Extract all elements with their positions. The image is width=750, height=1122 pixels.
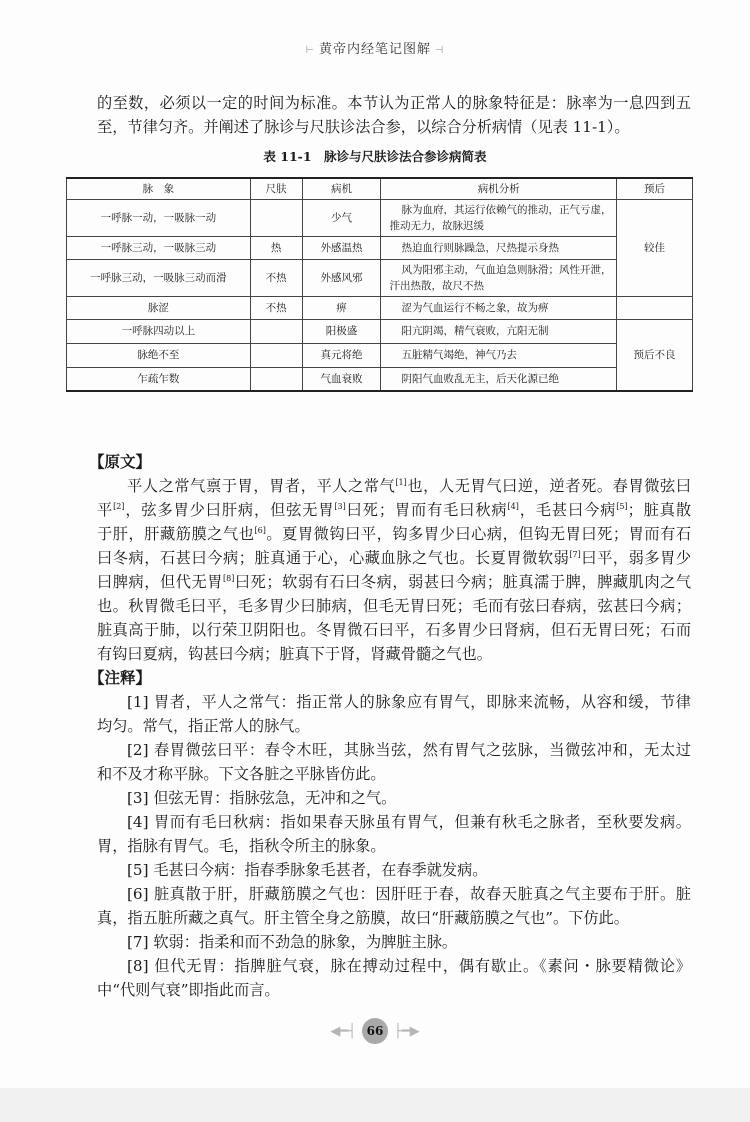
cell-analysis — [381, 259, 617, 296]
cell-skin — [250, 199, 302, 236]
note-line — [97, 834, 691, 858]
note-line — [97, 978, 691, 1002]
text-run: [4] 胃而有毛曰秋病：指如果春天脉虽有胃气，但兼有秋毛之脉者，至秋要发病。 — [127, 813, 691, 831]
text-run: 胃，指脉有胃气。毛，指秋令所主的脉象。 — [97, 837, 386, 855]
analysis-text: 涩为气血运行不畅之象，故为痹 — [401, 301, 549, 314]
notes-heading: 【注释】 — [89, 668, 152, 687]
text-run: 至，节律匀齐。并阐述了脉诊与尺肤诊法合参，以综合分析病情（见表 11-1）。 — [97, 118, 630, 136]
cell-mechanism: 少气 — [302, 199, 381, 236]
text-run: [2] 春胃微弦曰平：春令木旺，其脉当弦，然有胃气之弦脉，当微弦冲和，无太过 — [127, 741, 691, 759]
cell-pulse: 一呼脉一动，一吸脉一动 — [67, 199, 251, 236]
cell-pulse: 一呼脉四动以上 — [67, 319, 251, 343]
cell-mechanism: 外感温热 — [302, 236, 381, 259]
footnote-marker: [3] — [334, 502, 346, 511]
page-bottom-margin — [0, 1088, 750, 1122]
footnote-marker: [6] — [254, 526, 266, 535]
original-line — [97, 498, 691, 522]
footnote-marker: [7] — [569, 550, 581, 559]
analysis-text: 阴阳气血败乱无主，后天化源已绝 — [401, 372, 559, 385]
text-run: 均匀。常气，指正常人的脉气。 — [97, 717, 310, 735]
text-run: [8] 但代无胃：指脾脏气衰，脉在搏动过程中，偶有歇止。《素问・脉要精微论》 — [127, 957, 691, 975]
cell-skin — [250, 343, 302, 367]
original-line — [97, 594, 691, 618]
note-line — [97, 738, 691, 762]
cell-skin: 不热 — [250, 296, 302, 319]
cell-pulse: 一呼脉三动，一吸脉三动而滑 — [67, 259, 251, 296]
cell-prognosis-poor: 预后不良 — [617, 319, 693, 391]
note-line — [97, 714, 691, 738]
original-line — [97, 570, 691, 594]
cell-analysis — [381, 199, 617, 236]
note-line — [97, 762, 691, 786]
header-ornament-right: ⊣ — [435, 45, 445, 56]
cell-skin: 热 — [250, 236, 302, 259]
footnote-marker: [8] — [222, 574, 235, 583]
intro-line — [97, 91, 691, 115]
text-run: [7] 软弱：指柔和而不劲急的脉象，为脾脏主脉。 — [127, 933, 458, 951]
cell-pulse: 脉涩 — [67, 296, 251, 319]
text-run: 和不及才称平脉。下文各脏之平脉皆仿此。 — [97, 765, 386, 783]
cell-mechanism: 阳极盛 — [302, 319, 381, 343]
running-header — [0, 38, 750, 57]
note-line — [97, 690, 691, 714]
header-analysis: 病机分析 — [381, 178, 617, 199]
text-run: 曰死；胃而有毛曰秋病 — [345, 501, 508, 519]
note-line — [97, 810, 691, 834]
analysis-text: 五脏精气竭绝，神气乃去 — [401, 349, 517, 361]
text-run: [5] 毛甚曰今病：指春季脉象毛甚者，在春季就发病。 — [127, 861, 488, 879]
original-line — [97, 474, 691, 498]
original-text-section — [89, 450, 692, 666]
intro-line — [97, 115, 691, 139]
original-text-heading: 【原文】 — [89, 452, 152, 471]
text-run: 也，人无胃气曰逆，逆者死。春胃微弦曰 — [406, 477, 692, 495]
table-header-row — [67, 178, 693, 199]
analysis-text: 热迫血行则脉躁急，尺热提示身热 — [401, 241, 559, 254]
text-run: ，弦多胃少曰肝病，但弦无胃 — [124, 501, 335, 519]
running-title: 黄帝内经笔记图解 — [318, 42, 431, 57]
text-run: 平人之常气禀于胃，胃者，平人之常气 — [127, 477, 396, 495]
text-run: ，毛甚曰今病 — [518, 501, 617, 519]
notes-body — [97, 690, 691, 1002]
table-row — [67, 259, 693, 296]
text-run: 脏真高于肺，以行荣卫阴阳也。冬胃微石曰平，石多胃少曰肾病，但石无胃曰死；石而 — [97, 621, 691, 639]
cell-mechanism: 真元将绝 — [302, 343, 381, 367]
cell-mechanism: 痹 — [302, 296, 381, 319]
analysis-text: 风为阳邪主动，气血迫急则脉滑；风性开泄，汗出热散，故尺不热 — [389, 263, 612, 292]
cell-analysis — [381, 296, 617, 319]
cell-skin — [250, 367, 302, 391]
table-caption: 表 11-1 脉诊与尺肤诊法合参诊病简表 — [263, 149, 487, 164]
header-skin: 尺肤 — [250, 178, 302, 199]
footnote-marker: [5] — [616, 502, 628, 511]
text-run: 曰平，弱多胃少 — [580, 549, 692, 567]
cell-prognosis-empty — [617, 296, 693, 319]
note-line — [97, 954, 691, 978]
cell-prognosis-good: 较佳 — [617, 199, 693, 296]
cell-pulse: 乍疏乍数 — [67, 367, 251, 391]
original-text-body — [97, 474, 691, 666]
cell-analysis — [381, 236, 617, 259]
text-run: 曰冬病，石甚曰今病；脏真通于心，心藏血脉之气也。长夏胃微软弱 — [97, 549, 570, 567]
table-row — [67, 199, 693, 236]
text-run: 中“代则气衰”即指此而言。 — [97, 981, 280, 999]
cell-mechanism: 外感风邪 — [302, 259, 381, 296]
text-run: 真，指五脏所藏之真气。肝主管全身之筋膜，故曰“肝藏筋膜之气也”。下仿此。 — [97, 909, 629, 927]
text-run: 曰死；软弱有石曰冬病，弱甚曰今病；脏真濡于脾，脾藏肌肉之气 — [234, 573, 692, 591]
page-number: 66 — [362, 1018, 388, 1044]
cell-pulse: 脉绝不至 — [67, 343, 251, 367]
cell-analysis — [381, 367, 617, 391]
table-row — [67, 296, 693, 319]
cell-analysis — [381, 319, 617, 343]
note-line — [97, 930, 691, 954]
table-row — [67, 319, 693, 343]
original-line — [97, 642, 691, 666]
cell-skin — [250, 319, 302, 343]
note-line — [97, 786, 691, 810]
intro-paragraph — [97, 91, 691, 139]
cell-analysis — [381, 343, 617, 367]
left-ornament-icon: ◀━┤ — [330, 1023, 356, 1039]
header-ornament-left: ⊢ — [305, 45, 315, 56]
header-prognosis: 预后 — [617, 178, 693, 199]
footnote-marker: [4] — [507, 502, 519, 511]
analysis-text: 阳亢阴竭，精气衰败，亢阳无制 — [401, 325, 549, 337]
header-mechanism: 病机 — [302, 178, 381, 199]
analysis-text: 脉为血府，其运行依赖气的推动，正气亏虚，推动无力，故脉迟缓 — [389, 203, 612, 232]
original-line — [97, 546, 691, 570]
cell-skin: 不热 — [250, 259, 302, 296]
text-run: 。夏胃微钩曰平，钩多胃少曰心病，但钩无胃曰死；胃而有石 — [265, 525, 692, 543]
note-line — [97, 882, 691, 906]
text-run: 平 — [97, 501, 114, 519]
note-line — [97, 906, 691, 930]
text-run: 曰脾病，但代无胃 — [97, 573, 223, 591]
page-footer — [0, 1018, 750, 1044]
text-run: 的至数，必须以一定的时间为标准。本节认为正常人的脉象特征是：脉率为一息四到五 — [97, 94, 691, 112]
footnote-marker: [2] — [113, 502, 125, 511]
text-run: 有钩曰夏病，钩甚曰今病；脏真下于肾，肾藏骨髓之气也。 — [97, 645, 492, 663]
text-run: [3] 但弦无胃：指脉弦急，无冲和之气。 — [127, 789, 397, 807]
footnote-marker: [1] — [395, 478, 407, 487]
text-run: 也。秋胃微毛曰平，毛多胃少曰肺病，但毛无胃曰死；毛而有弦曰春病，弦甚曰今病； — [97, 597, 691, 615]
table-row — [67, 343, 693, 367]
text-run: ；脏真散 — [627, 501, 692, 519]
text-run: 于肝，肝藏筋膜之气也 — [97, 525, 255, 543]
table-row — [67, 236, 693, 259]
text-run: [6] 脏真散于肝，肝藏筋膜之气也：因肝旺于春，故春天脏真之气主要布于肝。脏 — [127, 885, 691, 903]
table-row — [67, 367, 693, 391]
original-line — [97, 522, 691, 546]
notes-section — [89, 666, 691, 1002]
header-pulse: 脉 象 — [67, 178, 251, 199]
cell-mechanism: 气血衰败 — [302, 367, 381, 391]
original-line — [97, 618, 691, 642]
pulse-skin-diagnosis-table — [66, 177, 693, 392]
cell-pulse: 一呼脉三动，一吸脉三动 — [67, 236, 251, 259]
right-ornament-icon: ├━▶ — [394, 1023, 420, 1039]
note-line — [97, 858, 691, 882]
text-run: [1] 胃者，平人之常气：指正常人的脉象应有胃气，即脉来流畅，从容和缓，节律 — [127, 693, 691, 711]
